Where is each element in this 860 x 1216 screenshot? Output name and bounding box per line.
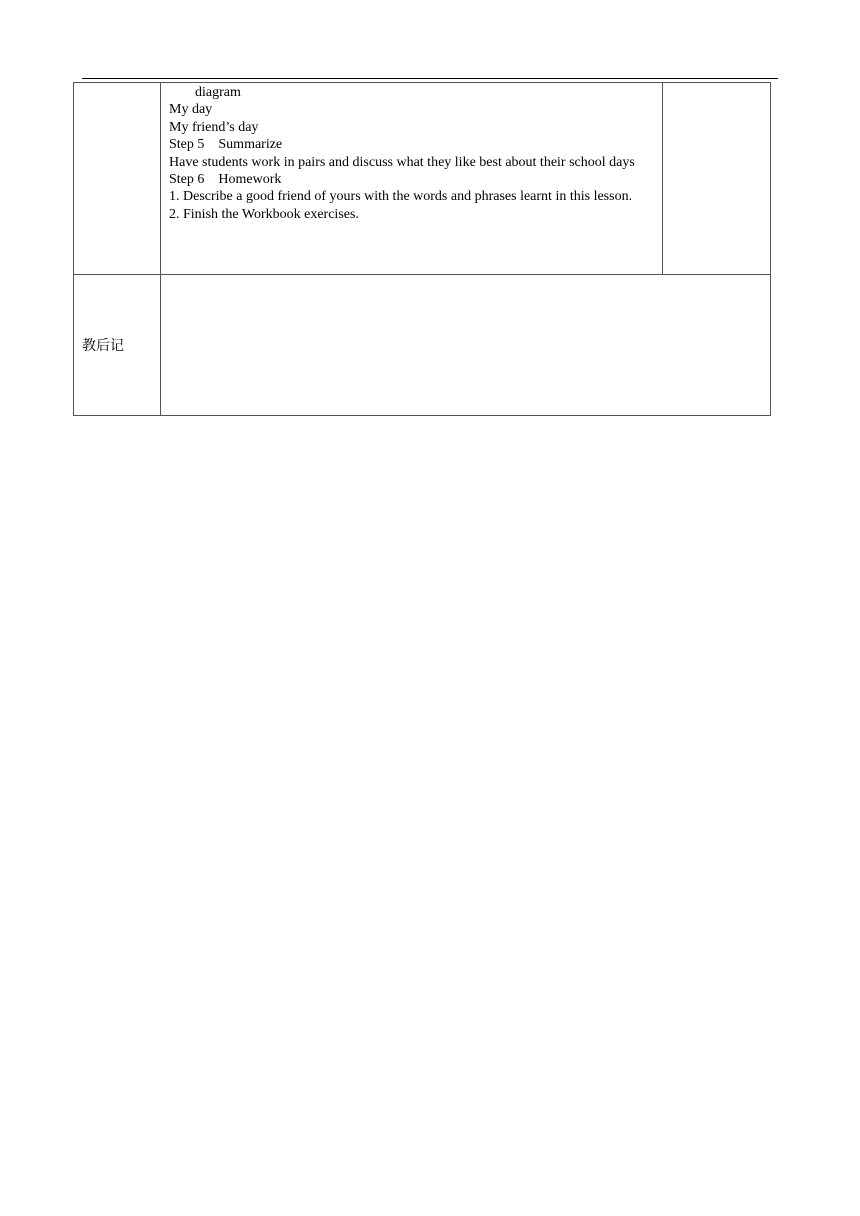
text-line-diagram: diagram [195, 85, 241, 100]
step-6-heading: Step 6 Homework [169, 172, 282, 188]
empty-label-cell [74, 83, 161, 275]
homework-item-1: 1. Describe a good friend of yours with the words and phrases learnt in this lesson. [169, 189, 633, 205]
table-row-teaching-steps [74, 83, 771, 275]
text-line-friends-day: My friend’s day [169, 119, 259, 135]
text-line-my-day: My day [169, 102, 213, 118]
table-row-reflection [74, 275, 771, 416]
lesson-plan-table [73, 82, 771, 416]
teaching-steps-cell [161, 83, 663, 275]
reflection-content-cell [161, 275, 771, 416]
step-5-instruction: Have students work in pairs and discuss what they like best about their school days [169, 154, 635, 170]
homework-item-2: 2. Finish the Workbook exercises. [169, 206, 359, 222]
notes-cell [663, 83, 771, 275]
page-header-rule [82, 78, 778, 79]
reflection-label: 教后记 [74, 275, 161, 416]
step-5-heading: Step 5 Summarize [169, 137, 283, 153]
